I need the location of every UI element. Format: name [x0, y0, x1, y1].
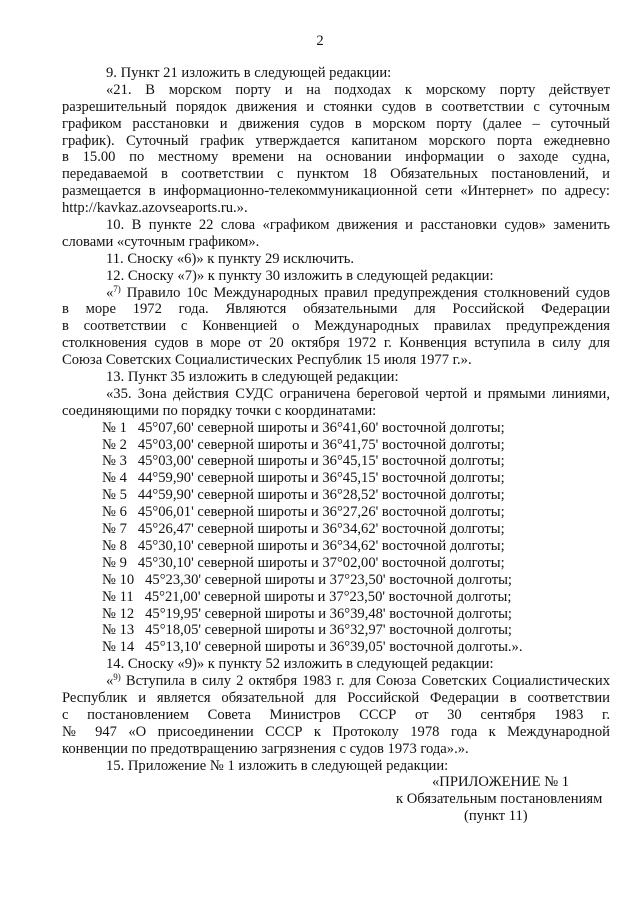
- item-13-text-line: соединяющими по порядку точки с координатами:: [62, 402, 377, 419]
- coordinate-point: № 14 45°13,10' северной широты и 36°39,05' восточной долготы.».: [102, 639, 523, 656]
- item-11-text: 11. Сноску «6)» к пункту 29 исключить.: [106, 250, 355, 267]
- coordinate-point: № 7 45°26,47' северной широты и 36°34,62' восточной долготы;: [102, 521, 505, 538]
- quote-open: «: [106, 673, 114, 690]
- item-9-text-line: график). Суточный график утверждается капитаном морского порта ежедневно: [62, 132, 610, 149]
- coordinate-point: № 11 45°21,00' северной широты и 37°23,50' восточной долготы;: [102, 588, 512, 605]
- coordinate-point: № 2 45°03,00' северной широты и 36°41,75' восточной долготы;: [102, 436, 505, 453]
- item-9-text-line: в 15.00 по местному времени на основании информации о заходе судна,: [62, 149, 610, 166]
- item-12-text-line: в соответствии с Конвенцией о Международных правилах предупреждения: [62, 318, 610, 335]
- item-14-text-line: Республик и является обязательной для Российской Федерации в соответствии: [62, 689, 610, 706]
- appendix-clause: (пункт 11): [464, 808, 528, 825]
- item-14-footnote-first-line: [62, 673, 610, 690]
- item-9-text-line: передаваемой в соответствии с пунктом 18 Обязательных постановлений, и: [62, 166, 610, 183]
- item-9-text-line: «21. В морском порту и на подходах к морскому порту действует: [106, 81, 610, 98]
- item-12-text-line: столкновения судов в море от 20 октября 1972 г. Конвенция вступила в силу для: [62, 335, 610, 352]
- item-9-text-line: графиком расстановки и движения судов в морском порту (далее – суточный: [62, 115, 610, 132]
- footnote-text: Вступила в силу 2 октября 1983 г. для Союза Советских Социалистических: [120, 673, 610, 690]
- item-10-text-line: словами «суточным графиком».: [62, 233, 260, 250]
- coordinate-point: № 12 45°19,95' северной широты и 36°39,48' восточной долготы;: [102, 605, 512, 622]
- coordinate-point: № 9 45°30,10' северной широты и 37°02,00' восточной долготы;: [102, 554, 505, 571]
- item-13-heading: 13. Пункт 35 изложить в следующей редакции:: [106, 369, 399, 386]
- footnote-mark: 7): [113, 283, 121, 294]
- appendix-title: «ПРИЛОЖЕНИЕ № 1: [432, 774, 570, 791]
- item-12-text-line: в море 1972 года. Являются обязательными для Российской Федерации: [62, 301, 610, 318]
- item-12-text-line: Союза Советских Социалистических Республик 15 июля 1977 г.».: [62, 352, 472, 369]
- item-9-url-line: http://kavkaz.azovseaports.ru.».: [62, 200, 248, 217]
- appendix-subtitle: к Обязательным постановлениям: [396, 791, 603, 808]
- item-15-text: 15. Приложение № 1 изложить в следующей редакции:: [106, 757, 449, 774]
- document-body: [62, 65, 610, 825]
- item-10-text-line: 10. В пункте 22 слова «графиком движения и расстановки судов» заменить: [106, 217, 610, 234]
- page-number: 2: [316, 33, 324, 49]
- coordinate-point: № 6 45°06,01' северной широты и 36°27,26' восточной долготы;: [102, 504, 505, 521]
- coordinate-point: № 13 45°18,05' северной широты и 36°32,97' восточной долготы;: [102, 622, 512, 639]
- footnote-mark: 9): [113, 672, 121, 683]
- item-14-text-line: № 947 «О присоединении СССР к Протоколу 1978 года к Международной: [62, 723, 610, 740]
- coordinate-point: № 5 44°59,90' северной широты и 36°28,52' восточной долготы;: [102, 487, 505, 504]
- item-9-text-line: размещается в информационно-телекоммуникационной сети «Интернет» по адресу:: [62, 183, 610, 200]
- quote-open: «: [106, 284, 114, 301]
- item-13-text-line: «35. Зона действия СУДС ограничена береговой чертой и прямыми линиями,: [106, 385, 610, 402]
- item-14-text-line: конвенции по предотвращению загрязнения с судов 1973 года».».: [62, 740, 469, 757]
- coordinate-point: № 10 45°23,30' северной широты и 37°23,50' восточной долготы;: [102, 571, 512, 588]
- coordinate-point: № 3 45°03,00' северной широты и 36°45,15' восточной долготы;: [102, 453, 505, 470]
- footnote-text: Правило 10с Международных правил предупреждения столкновений судов: [120, 284, 610, 301]
- item-9-text-line: разрешительный порядок движения и стоянки судов в соответствии с суточным: [62, 98, 610, 115]
- coordinate-point: № 4 44°59,90' северной широты и 36°45,15' восточной долготы;: [102, 470, 505, 487]
- item-9-heading: 9. Пункт 21 изложить в следующей редакции:: [106, 65, 392, 81]
- item-14-heading: 14. Сноску «9)» к пункту 52 изложить в следующей редакции:: [106, 656, 494, 673]
- item-12-footnote-first-line: [62, 285, 610, 302]
- item-12-heading: 12. Сноску «7)» к пункту 30 изложить в следующей редакции:: [106, 267, 494, 284]
- coordinate-point: № 1 45°07,60' северной широты и 36°41,60' восточной долготы;: [102, 419, 505, 436]
- item-14-text-line: с постановлением Совета Министров СССР от 30 сентября 1983 г.: [62, 706, 610, 723]
- coordinate-point: № 8 45°30,10' северной широты и 36°34,62' восточной долготы;: [102, 537, 505, 554]
